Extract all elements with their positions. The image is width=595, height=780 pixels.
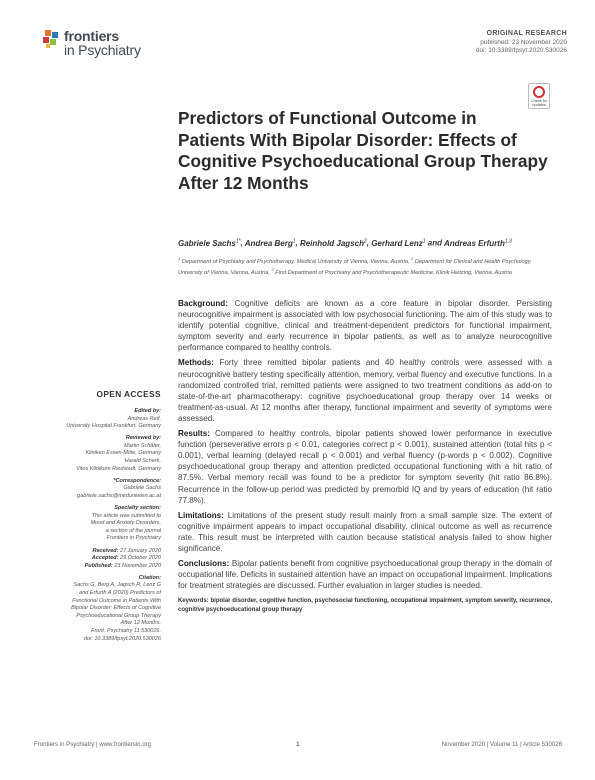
abstract-conclusions: Conclusions: Bipolar patients benefit from cognitive psychoeducational group therapy in the domain of occupational life. Deficits in sustained attention have an impact on occupational impairment. Implications for treatment strategies are discussed. Further evaluation in larger studies is needed. — [178, 559, 552, 591]
correspondence-email[interactable]: gabriele.sachs@meduniwien.ac.at — [77, 492, 161, 499]
article-sidebar — [20, 408, 161, 648]
citation-doi[interactable]: doi: 10.3389/fpsyt.2020.530026 — [83, 635, 161, 642]
frontiers-logo-icon — [42, 28, 62, 50]
check-for-updates-badge[interactable] — [528, 83, 550, 109]
page-number: 1 — [296, 741, 300, 748]
correspondence: *Correspondence: Gabriele Sachs gabriele.sachs@meduniwien.ac.at — [20, 478, 161, 501]
specialty-section: Specialty section: This article was submitted to Mood and Anxiety Disorders, a section of the journal Frontiers in Psychiatry — [90, 505, 161, 542]
author[interactable]: Andrea Berg$^1$ — [244, 238, 296, 248]
abstract-results: Results: Compared to healthy controls, bipolar patients showed lower performance in executive function (perseverative errors p < 0.01, categories correct p < 0.001), sustained attention (total hits p < 0.001), verbal learning (delayed recall p < 0.001) and verbal fluency (p-words p < 0.002). Cognitive psychoeducational group therapy and attention predicted occupational functioning with a hit ratio of 87.5%. Verbal memory recall was found to be a predictor for symptom severity (hit ratio 86.8%). Recurrence in the follow-up period was predicted by premorbid IQ and by years of education (hit ratio 77.8%). — [178, 429, 553, 505]
page-footer — [34, 741, 562, 748]
abstract-methods: Methods: Forty three remitted bipolar patients and 40 healthy controls were assessed with a neurocognitive battery testing specifically attention, memory, verbal fluency and executive functions. In a randomized controlled trial, remitted patients were assigned to two treatment conditions as add-on to state-of-the-art pharmacotherapy: cognitive psychoeducational group therapy over 14 weeks or treatment-as-usual. At 12 months after therapy, functional impairment and severity of symptoms were assessed. — [178, 358, 552, 423]
published-date: published: 23 November 2020 — [480, 38, 567, 46]
author[interactable]: Andreas Erfurth$^{1,3}$ — [443, 238, 512, 248]
brand-journal: in Psychiatry — [64, 42, 141, 58]
keywords: Keywords: bipolar disorder, cognitive function, psychosocial functioning, occupational impairment, symptom severity, recurrence, cognitive psychoeducational group therapy — [178, 598, 553, 613]
brand-name: frontiers — [64, 28, 119, 44]
article-type: ORIGINAL RESEARCH — [486, 30, 567, 37]
footer-issue-info: November 2020 | Volume 11 | Article 530026 — [441, 741, 562, 748]
abstract — [178, 298, 552, 614]
author[interactable]: Gerhard Lenz$^1$ — [371, 238, 426, 248]
footer-journal-link[interactable]: Frontiers in Psychiatry | www.frontiersin.org — [34, 741, 152, 748]
open-access-label: OPEN ACCESS — [96, 389, 161, 399]
author[interactable]: Gabriele Sachs$^{1*}$ — [178, 238, 241, 248]
author-list: Gabriele Sachs$^{1*}$, Andrea Berg$^1$, Reinhold Jagsch$^2$, Gerhard Lenz$^1$ and Andreas Erfurth$^{1,3}$ — [178, 238, 512, 248]
article-meta — [476, 30, 567, 56]
check-label-2: updates — [532, 103, 546, 107]
citation: Citation: Sachs G, Berg A, Jagsch R, Lenz G and Erfurth A (2020) Predictors of Functional Outcome in Patients With Bipolar Disorder: Effects of Cognitive Psychoeducational Group Therapy After 12 Months. Front. Psychiatry 11:530026. doi: 10.3389/fpsyt.2020.530026 — [20, 575, 161, 643]
reviewed-by: Reviewed by: Martin Schäfer, Kliniken Essen-Mitte, Germany Harald Scherk, Vitos Klinikum Riedstadt, Germany — [76, 435, 161, 472]
article-title: Predictors of Functional Outcome in Patients With Bipolar Disorder: Effects of Cognitive Psychoeducational Group Therapy After 12 Months — [178, 108, 548, 193]
abstract-background: Background: Cognitive deficits are known as a core feature in bipolar disorder. Persisting neurocognitive impairment is associated with low psychosocial functioning. The aim of this study was to identify potential cognitive, clinical and treatment-dependent predictors for functional impairment, symptom severity and early recurrence in bipolar patients, as well as to analyze neurocognitive performance compared to healthy controls. — [178, 299, 552, 353]
check-label: Check for — [530, 99, 548, 103]
affiliations: $^1$ Department of Psychiatry and Psychotherapy, Medical University of Vienna, Vienna, Austria, $^2$ Department for Clinical and Health Psychology, University of Vienna, Vienna, Austria, $^3$ First Department of Psychiatry and Psychotherapeutic Medicine, Klinik Hietzing, Vienna, Austria — [178, 256, 532, 276]
dates: Received: 27 January 2020 Accepted: 29 October 2020 Published: 23 November 2020 — [84, 547, 161, 569]
journal-logo[interactable] — [42, 28, 162, 62]
author[interactable]: Reinhold Jagsch$^2$ — [299, 238, 367, 248]
edited-by: Edited by: Andreas Reif, University Hospital Frankfurt, Germany — [66, 408, 161, 430]
crossmark-icon — [533, 86, 545, 98]
abstract-limitations: Limitations: Limitations of the present study result mainly from a small sample size. The extent of cognitive impairment appears to impact occupational disability, clinical outcome as well as recurrence rate. This result must be interpreted with caution because statistical analysis failed to show higher significance. — [178, 510, 553, 553]
doi-link[interactable]: doi: 10.3389/fpsyt.2020.530026 — [475, 47, 567, 54]
